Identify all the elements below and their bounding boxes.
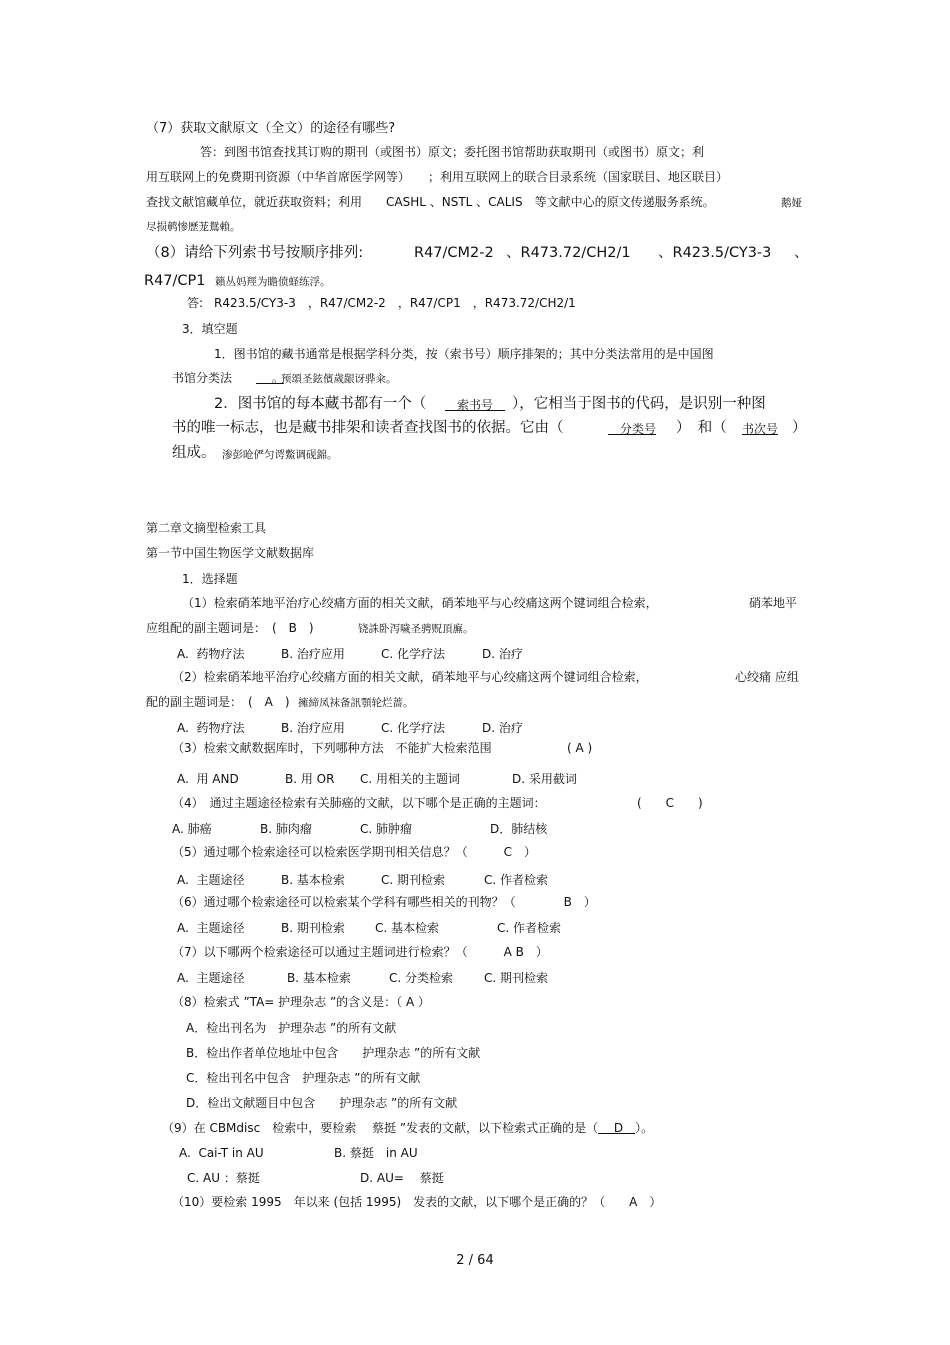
mc-q2-opt-a: A. 药物疗法 — [177, 721, 245, 735]
q8-answer: R423.5/CY3-3 ，R47/CM2-2 ，R47/CP1 ，R473.72/CH2/1 — [214, 296, 576, 310]
fill-q2-blank2: 分类号 — [620, 422, 657, 436]
mc-q5-opt-b: B. 基本检索 — [281, 873, 345, 887]
mc-q8-opt-b: B．检出作者单位地址中包含 护理杂志 ”的所有文献 — [186, 1046, 481, 1060]
fill-q2-line2a: 书的唯一标志，也是藏书排架和读者查找图书的依据。它由（ — [172, 420, 564, 436]
q8-callno-1: R47/CM2-2 — [414, 245, 494, 261]
q7-answer-line4: 尽损鹌惨歷茏鴛賴。 — [146, 221, 241, 233]
mc-q1-opt-d: D. 治疗 — [482, 647, 523, 661]
mc-q7-opt-a: A. 主题途径 — [177, 971, 245, 985]
mc-q8-opt-d: D．检出文献题目中包含 护理杂志 ”的所有文献 — [186, 1096, 458, 1110]
q7-title: （7）获取文献原文（全文）的途径有哪些? — [146, 121, 396, 136]
q7-answer-line3: 查找文献馆藏单位，就近获取资料；利用 CASHL 、NSTL 、CALIS 等文献中心的原文传递服务系统。 — [146, 195, 715, 209]
fill-q1-noise: 预頌圣鉉儐歲龈讶骅籴。 — [281, 373, 397, 385]
q8-label: （8）请给下列索书号按顺序排列: — [146, 245, 364, 261]
chapter-title: 第二章文摘型检索工具 — [146, 521, 267, 535]
mc-q4-opt-b: B. 肺肉瘤 — [260, 822, 312, 836]
q7-answer-line1: 答：到图书馆查找其订购的期刊（或图书）原文；委托图书馆帮助获取期刊（或图书）原文；利 — [200, 145, 705, 159]
mc-q5-opt-d: C. 作者检索 — [484, 873, 549, 887]
mc-q2-line1-tail: 心绞痛 应组 — [735, 670, 799, 684]
mc-q3-opt-b: B. 用 OR — [285, 772, 335, 786]
mc-q6-opt-b: B. 期刊检索 — [281, 921, 345, 935]
fill-q2-line2c: ） — [792, 420, 807, 436]
mc-q1-opt-a: A. 药物疗法 — [177, 647, 245, 661]
mc-q4-answer: ( C ) — [637, 796, 703, 810]
mc-q3-opt-d: D. 采用截词 — [512, 772, 577, 786]
mc-q4-opt-d: D．肺结核 — [490, 822, 548, 836]
mc-q4: （4） 通过主题途径检索有关肺癌的文献，以下哪个是正确的主题词： — [172, 796, 546, 810]
mc-q1-opt-c: C. 化学疗法 — [381, 647, 446, 661]
mc-q1-line2: 应组配的副主题词是： ( B ) — [146, 621, 314, 635]
mc-q9-opt-a: A. Cai-T in AU — [179, 1146, 264, 1160]
q8-answer-label: 答: — [187, 296, 204, 310]
q8-callno-3: 、R423.5/CY3-3 — [658, 245, 772, 261]
fill-q2-line2b: ） 和（ — [676, 420, 727, 436]
mc-q7-opt-d: C. 期刊检索 — [484, 971, 549, 985]
mc-q6-opt-a: A. 主题途径 — [177, 921, 245, 935]
mc-q3-opt-c: C. 用相关的主题词 — [360, 772, 461, 786]
fill-q2-line3: 组成。 — [172, 445, 216, 461]
mc-q8-opt-c: C．检出刊名中包含 护理杂志 ”的所有文献 — [186, 1071, 421, 1085]
mc-q3-answer: ( A ) — [567, 741, 593, 755]
q8-callno-4: R47/CP1 — [144, 273, 206, 289]
mc-q5-opt-c: C. 期刊检索 — [381, 873, 446, 887]
mc-q6-opt-d: C. 作者检索 — [497, 921, 562, 935]
section-title: 第一节中国生物医学文献数据库 — [146, 546, 315, 560]
mc-q5: （5）通过哪个检索途径可以检索医学期刊相关信息？（ C ） — [172, 845, 537, 859]
mc-q5-opt-a: A. 主题途径 — [177, 873, 245, 887]
mc-q4-opt-c: C. 肺肿瘤 — [360, 822, 413, 836]
fill-q2-noise: 渗彭呛俨匀谔鱉调砚錦。 — [222, 449, 338, 461]
mc-q9-opt-c: C. AU ：蔡挺 — [187, 1171, 260, 1185]
mc-q2-opt-b: B. 治疗应用 — [281, 721, 345, 735]
q8-callno-2: 、R473.72/CH2/1 — [506, 245, 631, 261]
fill-q1-line1: 1．图书馆的藏书通常是根据学科分类，按（索书号）顺序排架的；其中分类法常用的是中国图 — [214, 347, 714, 361]
q7-answer-line2: 用互联网上的免费期刊资源（中华首席医学网等） ；利用互联网上的联合目录系统（国家联目、地区联目） — [146, 170, 729, 184]
fill-q2-blank1: 索书号 — [457, 398, 494, 412]
mc-q10: （10）要检索 1995 年以来 (包括 1995) 发表的文献，以下哪个是正确的？（ A ） — [172, 1195, 662, 1209]
mc-q9: （9）在 CBMdisc 检索中，要检索 蔡挺 ”发表的文献，以下检索式正确的是（ D ）。 — [162, 1121, 654, 1135]
mc-q1-line1: （1）检索硝苯地平治疗心绞痛方面的相关文献，硝苯地平与心绞痛这两个键词组合检索， — [182, 596, 658, 610]
mc-q7-opt-c: C. 分类检索 — [389, 971, 454, 985]
mc-q4-opt-a: A. 肺癌 — [172, 822, 212, 836]
fill-heading: 3．填空题 — [182, 322, 238, 336]
mc-q9-opt-d: D. AU= 蔡挺 — [360, 1171, 444, 1185]
mc-q6: （6）通过哪个检索途径可以检索某个学科有哪些相关的刊物？（ B ） — [172, 895, 596, 909]
mc-q2-line1: （2）检索硝苯地平治疗心绞痛方面的相关文献，硝苯地平与心绞痛这两个键词组合检索， — [172, 670, 648, 684]
fill-q1-blank: 。 — [256, 371, 284, 385]
mc-q6-opt-c: C. 基本检索 — [375, 921, 440, 935]
q7-answer-noise: 鹅娅 — [781, 197, 802, 209]
q8-noise: 籟丛妈羥为瞻偾蛏练浮。 — [215, 276, 331, 288]
mc-q2-opt-c: C. 化学疗法 — [381, 721, 446, 735]
page-number: 2 / 64 — [456, 1253, 494, 1268]
fill-q1-line2: 书馆分类法 — [172, 371, 233, 385]
mc-q1-noise: 铙誅卧泻噦圣骋贶頂廡。 — [358, 623, 474, 635]
mc-q2-line2: 配的副主题词是： ( A ) — [146, 695, 290, 709]
mc-q8: （8）检索式 ”TA= 护理杂志 ”的含义是：（ A ） — [172, 995, 431, 1009]
q8-sep: 、 — [794, 245, 809, 261]
fill-q2-line1a: 2．图书馆的每本藏书都有一个（ — [214, 396, 427, 412]
mc-q2-noise: 擁締凤袜备訊顎轮烂蔷。 — [298, 697, 414, 709]
mc-q9-opt-b: B. 蔡挺 in AU — [334, 1146, 418, 1160]
mc-q1-line1-tail: 硝苯地平 — [749, 596, 798, 610]
mc-q7-opt-b: B. 基本检索 — [287, 971, 351, 985]
choice-heading: 1．选择题 — [182, 572, 238, 586]
mc-q8-opt-a: A．检出刊名为 护理杂志 ”的所有文献 — [186, 1021, 397, 1035]
mc-q7: （7）以下哪两个检索途径可以通过主题词进行检索？（ A B ） — [172, 945, 548, 959]
fill-q2-line1b: ），它相当于图书的代码，是识别一种图 — [512, 396, 766, 412]
mc-q2-opt-d: D. 治疗 — [482, 721, 523, 735]
mc-q1-opt-b: B. 治疗应用 — [281, 647, 345, 661]
mc-q3-opt-a: A. 用 AND — [177, 772, 239, 786]
mc-q3: （3）检索文献数据库时，下列哪种方法 不能扩大检索范围 — [172, 741, 492, 755]
fill-q2-blank3: 书次号 — [742, 422, 779, 436]
